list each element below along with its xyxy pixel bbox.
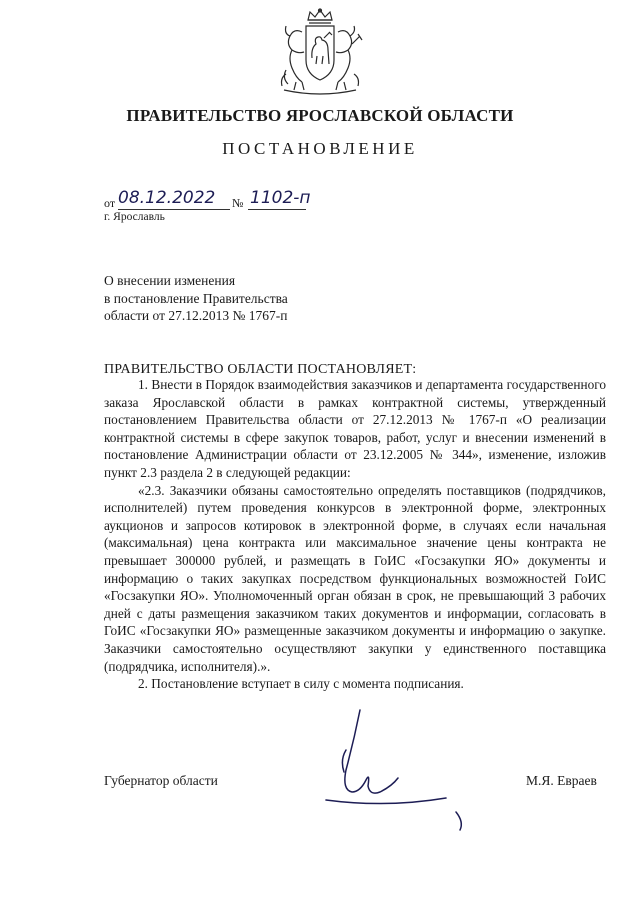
resolution-heading: ПРАВИТЕЛЬСТВО ОБЛАСТИ ПОСТАНОВЛЯЕТ: bbox=[104, 362, 417, 377]
subject-line: О внесении изменения bbox=[104, 273, 236, 288]
paragraph: 2. Постановление вступает в силу с момента подписания. bbox=[138, 676, 464, 692]
date-prefix: от bbox=[104, 196, 116, 210]
subject-line: в постановление Правительства bbox=[104, 290, 288, 306]
paragraph: «2.3. Заказчики обязаны самостоятельно определять поставщиков (подрядчиков, исполнителей) путем проведения конкурсов в электронной форме, электронных аукционов и запросов котировок в электронной форме, в случаях если начальная (максимальная) цена контракта или максимальное значение цены контракта не превышает 300000 рублей, и размещать в ГоИС «Госзакупки ЯО» документы и информацию о таких закупках посредством функциональных возможностей ГоИС «Госзакупки ЯО». Уполномоченный орган обязан в срок, не превышающий 3 рабочих дней с даты размещения заказчиком таких документов и информации, согласовать в ГоИС «Госзакупки ЯО» размещенные заказчиком документы и информацию о закупке. Заказчики самостоятельно осуществляют закупки у единственного поставщика (подрядчика, исполнителя).». bbox=[104, 482, 606, 674]
city: г. Ярославль bbox=[104, 211, 165, 223]
number-prefix: № bbox=[232, 196, 244, 210]
paragraph: 1. Внести в Порядок взаимодействия заказчиков и департамента государственного заказа Ярославской области в рамках контрактной системы, утвержденный постановлением Правительства области от 27.12.2013 № 1767-п «О реализации контрактной системы в сфере закупок товаров, работ, услуг и внесении изменений в постановление Администрации области от 23.12.2005 № 344», изменение, изложив пункт 2.3 раздела 2 в следующей редакции: bbox=[104, 377, 606, 480]
document-type: ПОСТАНОВЛЕНИЕ bbox=[222, 139, 418, 158]
signatory-name: М.Я. Евраев bbox=[526, 773, 597, 788]
handwritten-signature-icon bbox=[296, 700, 486, 860]
date-underline bbox=[118, 209, 230, 210]
coat-of-arms-icon bbox=[272, 8, 368, 100]
handwritten-date: 08.12.2022 bbox=[118, 188, 216, 208]
number-underline bbox=[248, 209, 306, 210]
document-body bbox=[104, 376, 606, 693]
handwritten-number: 1102-п bbox=[250, 188, 311, 208]
signatory-position: Губернатор области bbox=[104, 773, 218, 788]
subject-block bbox=[104, 272, 288, 325]
government-title: ПРАВИТЕЛЬСТВО ЯРОСЛАВСКОЙ ОБЛАСТИ bbox=[126, 106, 514, 125]
subject-line: области от 27.12.2013 № 1767-п bbox=[104, 308, 288, 323]
